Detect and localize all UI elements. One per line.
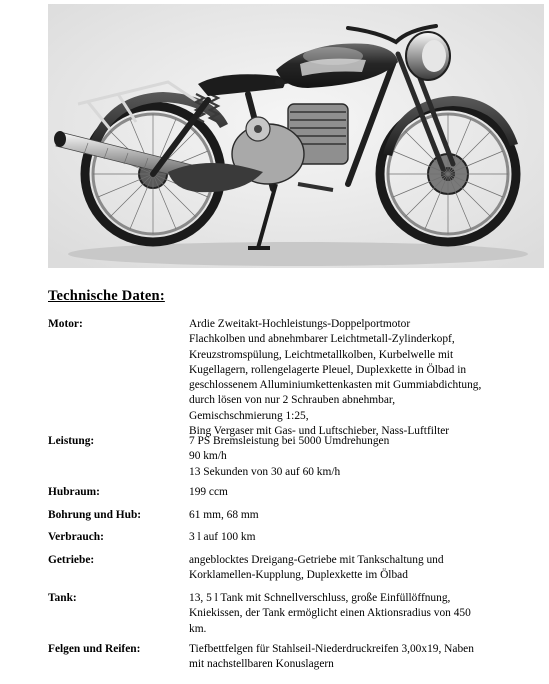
spec-value-line: Kreuzstromspülung, Leichtmetallkolben, Kurbelwelle mit [189,348,454,361]
spec-row-felgen-und-reifen [48,642,518,674]
spec-value-line: 199 ccm [189,486,228,498]
spec-value [189,508,514,523]
spec-value [189,434,514,480]
spec-label: Hubraum: [48,486,100,498]
spec-value [189,485,514,500]
spec-value-line: km. [189,622,207,635]
spec-label: Getriebe: [48,554,95,566]
spec-value-line: durch lösen von nur 2 Schrauben abnehmbar, [189,394,396,407]
section-heading: Technische Daten: [48,288,165,304]
spec-value [189,530,514,545]
spec-value-line: Flachkolben und abnehmbarer Leichtmetall-Zylinderkopf, [189,333,455,346]
spec-value-line: 3 l auf 100 km [189,531,256,543]
spec-value [189,317,514,439]
spec-value-line: angeblocktes Dreigang-Getriebe mit Tankschaltung und [189,554,444,566]
spec-row-getriebe [48,553,518,585]
spec-value-line: 61 mm, 68 mm [189,509,259,521]
spec-row-verbrauch [48,530,518,546]
spec-value-line: Kugellagern, rollengelagerte Pleuel, Duplexkette in Ölbad in [189,363,467,376]
spec-value-line: Gemischschmierung 1:25, [189,409,309,422]
spec-row-hubraum [48,485,518,501]
spec-value-line: 90 km/h [189,450,227,463]
spec-value-line: Ardie Zweitakt-Hochleistungs-Doppelportmotor [189,318,411,330]
spec-value-line: Korklamellen-Kupplung, Duplexkette im Ölbad [189,569,408,582]
spec-value-line: Tiefbettfelgen für Stahlseil-Niederdruckreifen 3,00x19, Naben [189,643,474,655]
spec-value-line: Kniekissen, der Tank ermöglicht einen Aktionsradius von 450 [189,607,471,620]
spec-value-line: 13, 5 l Tank mit Schnellverschluss, große Einfüllöffnung, [189,592,451,604]
spec-label: Motor: [48,318,83,330]
spec-value-line: mit nachstellbaren Konuslagern [189,658,334,671]
spec-value-line: 7 PS Bremsleistung bei 5000 Umdrehungen [189,435,390,447]
motorcycle-photo [48,4,544,268]
spec-label: Leistung: [48,435,95,447]
spec-value [189,591,514,637]
spec-label: Verbrauch: [48,531,104,543]
spec-label: Felgen und Reifen: [48,643,141,655]
spec-row-tank [48,591,518,639]
spec-value-line: geschlossenem Alluminiumkettenkasten mit Gummiabdichtung, [189,379,482,392]
spec-value [189,642,514,673]
spec-label: Bohrung und Hub: [48,509,142,521]
spec-value-line: 13 Sekunden von 30 auf 60 km/h [189,465,341,478]
spec-value-line: Bing Vergaser mit Gas- und Luftschieber, Nass-Luftfilter [189,425,450,438]
spec-row-leistung [48,434,518,482]
spec-row-motor [48,317,518,442]
spec-label: Tank: [48,592,77,604]
spec-value [189,553,514,584]
spec-row-bohrung-und-hub [48,508,518,524]
